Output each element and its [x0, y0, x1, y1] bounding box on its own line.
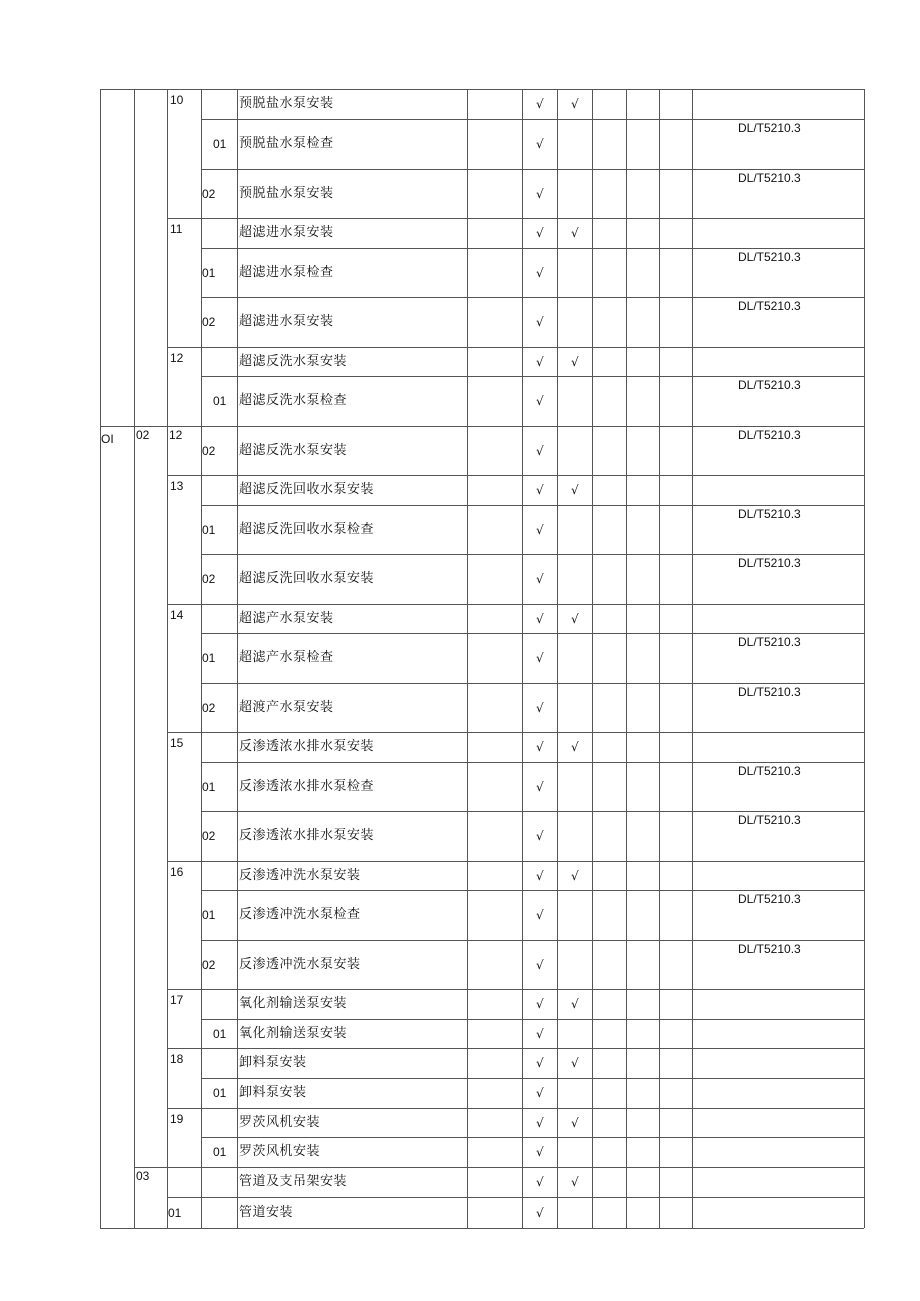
item-number: 01 [168, 1206, 182, 1220]
sub-item-number: 02 [202, 444, 216, 458]
sub-item-number: 02 [202, 315, 216, 329]
standard-code: DL/T5210.3 [738, 556, 801, 570]
standard-code: DL/T5210.3 [738, 121, 801, 135]
item-number: 13 [170, 479, 184, 493]
item-name: 管道安装 [239, 1205, 294, 1220]
row-line [201, 762, 864, 763]
item-name: 反渗透冲洗水泵安装 [239, 957, 361, 972]
sub-item-number: 01 [202, 523, 216, 537]
item-number: 16 [170, 865, 184, 879]
sub-item-number: 02 [202, 187, 216, 201]
item-name: 反渗透冲洗水泵检查 [239, 907, 361, 922]
row-line [201, 1019, 864, 1020]
item-number: 11 [170, 222, 183, 236]
sub-item-number: 01 [213, 1027, 227, 1041]
item-number: 18 [170, 1052, 184, 1066]
check-mark: √ [536, 523, 544, 537]
standard-code: DL/T5210.3 [738, 892, 801, 906]
column-line [659, 89, 660, 1228]
item-name: 预脱盐水泵安装 [239, 96, 334, 111]
row-line [167, 1108, 864, 1109]
check-mark: √ [571, 612, 579, 626]
check-mark: √ [571, 869, 579, 883]
check-mark: √ [536, 740, 544, 754]
standard-code: DL/T5210.3 [738, 813, 801, 827]
row-line [167, 1048, 864, 1049]
sub-item-number: 01 [202, 908, 216, 922]
check-mark: √ [536, 651, 544, 665]
column-line [692, 89, 693, 1228]
check-mark: √ [571, 1056, 579, 1070]
item-number: 17 [170, 993, 184, 1007]
row-line [201, 119, 864, 120]
row-line [167, 347, 864, 348]
row-line [201, 633, 864, 634]
sub-item-number: 01 [202, 780, 216, 794]
check-mark: √ [571, 226, 579, 240]
check-mark: √ [536, 97, 544, 111]
item-name: 反渗透浓水排水泵安装 [239, 828, 375, 843]
check-mark: √ [536, 1145, 544, 1159]
check-mark: √ [571, 1116, 579, 1130]
standard-code: DL/T5210.3 [738, 299, 801, 313]
item-name: 超滤进水泵检查 [239, 265, 334, 280]
item-name: 管道及支吊架安装 [239, 1174, 348, 1189]
item-name: 氧化剂输送泵安装 [239, 996, 348, 1011]
column-line [237, 89, 238, 1228]
standard-code: DL/T5210.3 [738, 635, 801, 649]
column-line [134, 89, 135, 1228]
check-mark: √ [536, 780, 544, 794]
item-name: 罗茨风机安装 [239, 1144, 321, 1159]
item-number: 12 [169, 428, 183, 442]
row-line [167, 604, 864, 605]
check-mark: √ [571, 355, 579, 369]
sub-unit-code: 03 [136, 1169, 150, 1183]
column-line [592, 89, 593, 1228]
row-line [201, 1137, 864, 1138]
item-name: 超滤反洗水泵安装 [239, 354, 348, 369]
item-name: 卸料泵安装 [239, 1085, 307, 1100]
item-name: 反渗透浓水排水泵检查 [239, 779, 375, 794]
row-line [201, 169, 864, 170]
check-mark: √ [536, 958, 544, 972]
item-name: 超滤反洗水泵安装 [239, 443, 348, 458]
item-name: 超渡产水泵安装 [239, 700, 334, 715]
check-mark: √ [536, 1086, 544, 1100]
row-line [167, 1197, 864, 1198]
row-line [134, 1167, 864, 1168]
check-mark: √ [536, 444, 544, 458]
check-mark: √ [536, 1056, 544, 1070]
item-name: 反渗透冲洗水泵安装 [239, 868, 361, 883]
item-number: 10 [170, 93, 184, 107]
row-line [201, 505, 864, 506]
item-name: 卸料泵安装 [239, 1055, 307, 1070]
check-mark: √ [536, 829, 544, 843]
column-line [626, 89, 627, 1228]
row-line [201, 683, 864, 684]
check-mark: √ [536, 137, 544, 151]
item-number: 19 [170, 1112, 184, 1126]
check-mark: √ [571, 97, 579, 111]
check-mark: √ [536, 226, 544, 240]
check-mark: √ [536, 1116, 544, 1130]
item-name: 超滤产水泵检查 [239, 650, 334, 665]
table-border-left [100, 89, 101, 1228]
row-line [201, 890, 864, 891]
check-mark: √ [536, 572, 544, 586]
item-name: 超滤反洗回收水泵安装 [239, 482, 375, 497]
unit-code: OI [101, 432, 114, 446]
standard-code: DL/T5210.3 [738, 764, 801, 778]
table-border-bottom [100, 1228, 864, 1229]
sub-item-number: 01 [213, 394, 227, 408]
standard-code: DL/T5210.3 [738, 378, 801, 392]
check-mark: √ [536, 187, 544, 201]
check-mark: √ [536, 266, 544, 280]
row-line [201, 248, 864, 249]
check-mark: √ [536, 1175, 544, 1189]
standard-code: DL/T5210.3 [738, 685, 801, 699]
check-mark: √ [536, 612, 544, 626]
row-line [167, 861, 864, 862]
check-mark: √ [571, 1175, 579, 1189]
check-mark: √ [536, 394, 544, 408]
item-name: 超滤产水泵安装 [239, 611, 334, 626]
item-name: 超滤反洗回收水泵安装 [239, 571, 375, 586]
standard-code: DL/T5210.3 [738, 942, 801, 956]
row-line [201, 940, 864, 941]
check-mark: √ [536, 997, 544, 1011]
column-line [467, 89, 468, 1228]
table-border-right [864, 89, 865, 1228]
row-line [201, 1078, 864, 1079]
item-number: 15 [170, 736, 184, 750]
check-mark: √ [536, 1027, 544, 1041]
row-line [167, 218, 864, 219]
standard-code: DL/T5210.3 [738, 428, 801, 442]
column-line [557, 89, 558, 1228]
check-mark: √ [571, 997, 579, 1011]
row-line [167, 732, 864, 733]
sub-item-number: 02 [202, 701, 216, 715]
check-mark: √ [536, 355, 544, 369]
sub-item-number: 02 [202, 572, 216, 586]
standard-code: DL/T5210.3 [738, 250, 801, 264]
item-name: 超滤反洗水泵检查 [239, 393, 348, 408]
row-line [167, 475, 864, 476]
item-number: 12 [170, 351, 184, 365]
check-mark: √ [536, 1206, 544, 1220]
row-line [100, 426, 864, 427]
check-mark: √ [536, 869, 544, 883]
row-line [167, 989, 864, 990]
check-mark: √ [536, 701, 544, 715]
sub-item-number: 01 [202, 651, 216, 665]
item-name: 预脱盐水泵检查 [239, 136, 334, 151]
column-line [167, 89, 168, 1228]
row-line [201, 297, 864, 298]
item-number: 14 [170, 608, 184, 622]
item-name: 预脱盐水泵安装 [239, 186, 334, 201]
table-border-top [100, 89, 864, 90]
sub-item-number: 01 [213, 1145, 227, 1159]
check-mark: √ [571, 483, 579, 497]
item-name: 超滤进水泵安装 [239, 225, 334, 240]
sub-item-number: 01 [213, 1086, 227, 1100]
item-name: 超滤进水泵安装 [239, 314, 334, 329]
sub-item-number: 01 [202, 266, 216, 280]
row-line [201, 811, 864, 812]
item-name: 氧化剂输送泵安装 [239, 1026, 348, 1041]
standard-code: DL/T5210.3 [738, 507, 801, 521]
check-mark: √ [536, 908, 544, 922]
row-line [201, 554, 864, 555]
sub-item-number: 02 [202, 958, 216, 972]
sub-item-number: 02 [202, 829, 216, 843]
standard-code: DL/T5210.3 [738, 171, 801, 185]
sub-item-number: 01 [213, 137, 227, 151]
item-name: 反渗透浓水排水泵安装 [239, 739, 375, 754]
item-name: 超滤反洗回收水泵检查 [239, 522, 375, 537]
item-name: 罗茨风机安装 [239, 1115, 321, 1130]
check-mark: √ [571, 740, 579, 754]
sub-unit-code: 02 [136, 428, 150, 442]
row-line [201, 376, 864, 377]
check-mark: √ [536, 483, 544, 497]
check-mark: √ [536, 315, 544, 329]
column-line [522, 89, 523, 1228]
